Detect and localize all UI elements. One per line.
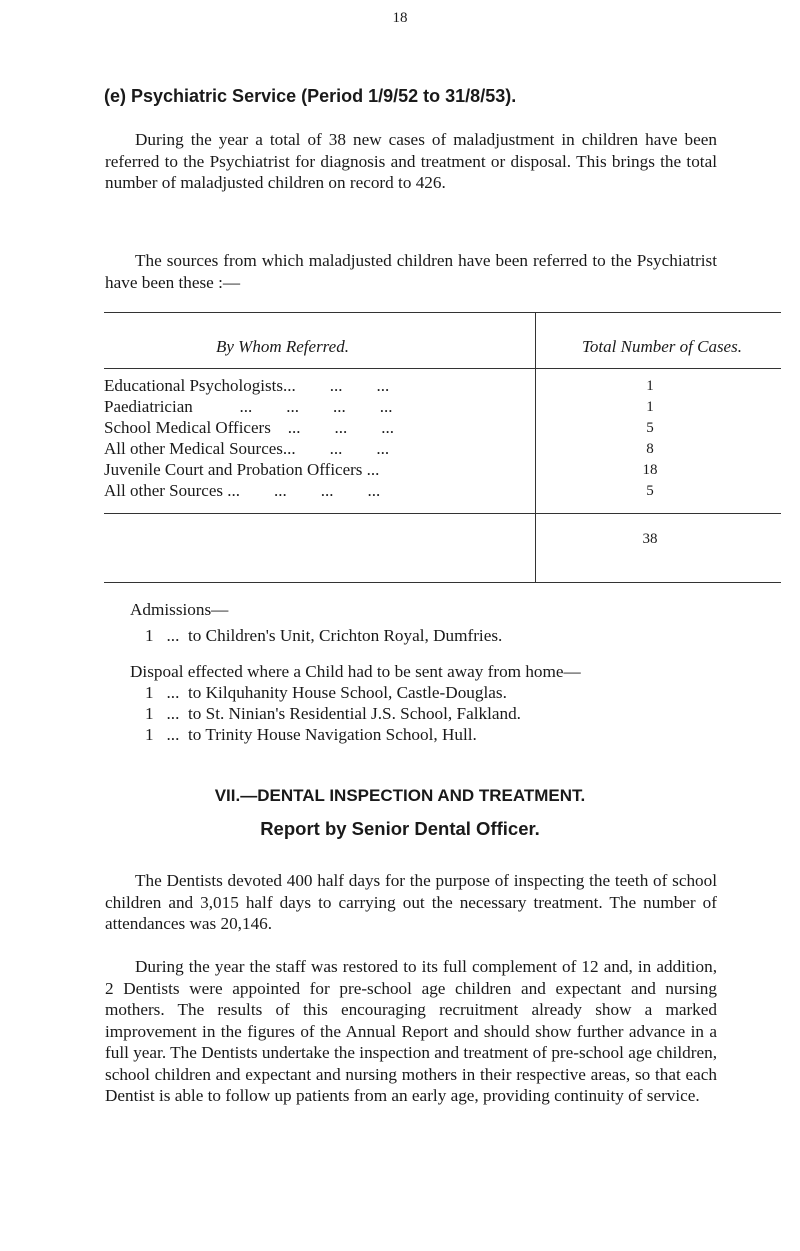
dental-paragraph-1: The Dentists devoted 400 half days for the purpose of inspecting the teeth of school children and 3,015 half days to carrying out the necessary treatment. The number of attendances was 20,146.	[105, 871, 717, 933]
table-bottom-rule	[104, 582, 781, 583]
table-top-rule	[104, 312, 781, 313]
table-row-value: 1	[646, 399, 654, 415]
table-row-label: Educational Psychologists... ... ...	[104, 376, 390, 395]
page-number: 18	[392, 10, 408, 26]
table-sum-rule	[104, 513, 781, 514]
section-vii-subheading: Report by Senior Dental Officer.	[260, 818, 540, 839]
table-row-value: 18	[642, 462, 658, 478]
table-row-label: Juvenile Court and Probation Officers ...	[104, 460, 380, 479]
admissions-item: 1 ... to Children's Unit, Crichton Royal, Dumfries.	[145, 626, 503, 645]
column-header-referred-by: By Whom Referred.	[216, 337, 349, 356]
table-row-label: All other Sources ... ... ... ...	[104, 481, 381, 500]
table-header-rule	[104, 368, 781, 369]
table-row-value: 1	[646, 378, 654, 394]
dental-paragraph-2: During the year the staff was restored to its full complement of 12 and, in addition, 2 Dentists were appointed for pre-school age children and expectant and nursing mothers. The results of this encouraging recruitment already show a marked improvement in the figures of the Annual Report and should show further advance in a full year. The Dentists undertake the inspection and treatment of pre-school age children, school children and expectant and nursing mothers in their respective areas, so that each Dentist is able to follow up patients from an early age, providing continuity of service.	[105, 957, 717, 1105]
column-header-total-cases: Total Number of Cases.	[582, 337, 742, 356]
section-e-heading: (e) Psychiatric Service (Period 1/9/52 to 31/8/53).	[104, 86, 517, 106]
table-row-value: 8	[646, 441, 654, 457]
disposal-item: 1 ... to Trinity House Navigation School, Hull.	[145, 725, 477, 744]
table-row-label: All other Medical Sources... ... ...	[104, 439, 390, 458]
disposal-item: 1 ... to Kilquhanity House School, Castle-Douglas.	[145, 683, 507, 702]
table-column-divider	[535, 513, 536, 583]
disposal-heading: Dispoal effected where a Child had to be sent away from home—	[130, 662, 581, 681]
disposal-item: 1 ... to St. Ninian's Residential J.S. School, Falkland.	[145, 704, 521, 723]
table-row-label: Paediatrician ... ... ... ...	[104, 397, 393, 416]
table-row-label: School Medical Officers ... ... ...	[104, 418, 395, 437]
table-total-value: 38	[642, 531, 658, 547]
admissions-heading: Admissions—	[130, 600, 229, 619]
section-vii-heading: VII.—DENTAL INSPECTION AND TREATMENT.	[214, 786, 586, 805]
section-e-paragraph-1: During the year a total of 38 new cases of maladjustment in children have been referred to the Psychiatrist for diagnosis and treatment or disposal. This brings the total number of maladjusted children on record to 426.	[105, 130, 717, 192]
table-row-value: 5	[646, 483, 654, 499]
table-row-value: 5	[646, 420, 654, 436]
section-e-paragraph-2: The sources from which maladjusted children have been referred to the Psychiatrist have been these :—	[105, 251, 717, 292]
